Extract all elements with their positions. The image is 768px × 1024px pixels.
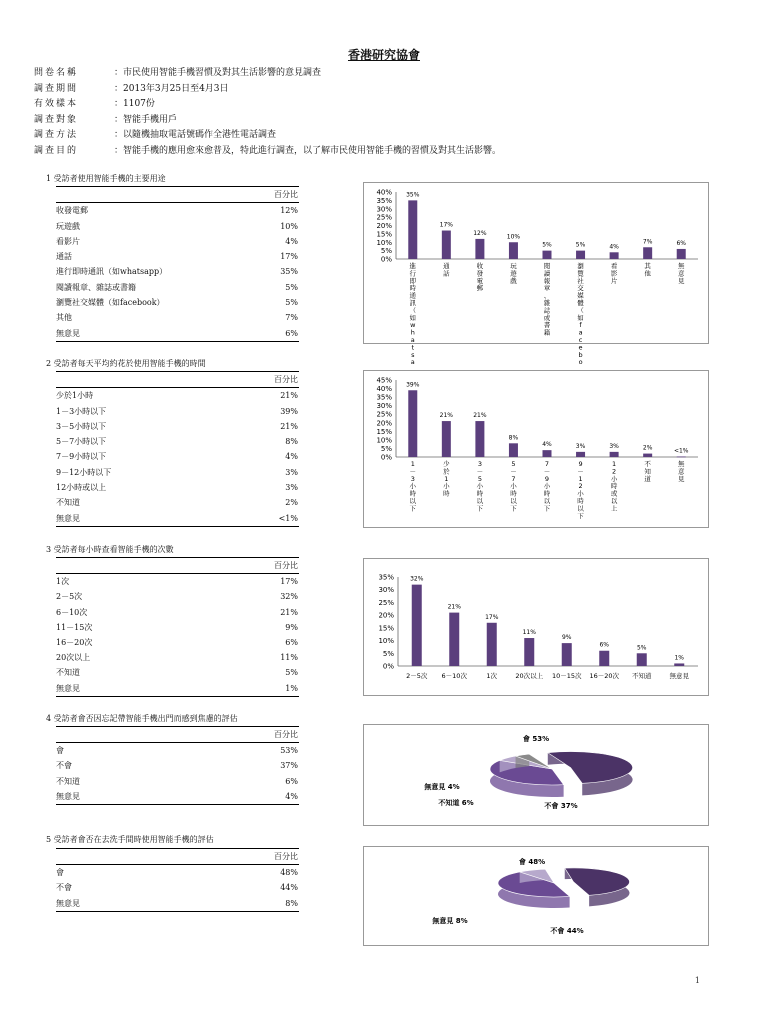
y-tick-label: 35% bbox=[376, 393, 392, 402]
category-label: 7 － 9 小時以下 bbox=[543, 460, 551, 513]
row-value: 8% bbox=[285, 898, 298, 908]
row-value: 37% bbox=[280, 761, 298, 771]
section-2-table bbox=[56, 371, 299, 527]
chart-1-box bbox=[363, 182, 709, 367]
table-row bbox=[56, 219, 299, 234]
y-tick-label: 15% bbox=[378, 624, 394, 633]
info-value: ：以隨機抽取電話號碼作全港性電話調查 bbox=[114, 130, 277, 140]
chart-bar bbox=[610, 452, 619, 457]
row-label: 無意見 bbox=[56, 683, 80, 693]
table-row bbox=[56, 326, 299, 342]
table-row bbox=[56, 280, 299, 295]
row-label: 通話 bbox=[56, 252, 72, 262]
table-row bbox=[56, 758, 299, 773]
row-value: 6% bbox=[285, 638, 298, 648]
table-row bbox=[56, 774, 299, 789]
table-row bbox=[56, 681, 299, 697]
row-label: 玩遊戲 bbox=[56, 221, 80, 231]
row-value: 21% bbox=[280, 391, 298, 401]
pct-header: 百分比 bbox=[56, 371, 299, 388]
y-tick-label: 45% bbox=[376, 376, 392, 385]
section-5-title: 5 受訪者會否在去洗手間時使用智能手機的評估 bbox=[46, 835, 214, 844]
chart-bar bbox=[543, 251, 552, 259]
chart-5-toilet-use-pie bbox=[364, 847, 708, 945]
chart-2-daily-time bbox=[364, 371, 708, 527]
data-label: 8% bbox=[508, 434, 519, 442]
row-value: <1% bbox=[278, 513, 298, 523]
row-value: 17% bbox=[280, 252, 298, 262]
info-row-period bbox=[34, 82, 501, 98]
category-label: 1次 bbox=[486, 672, 498, 680]
section-3-table bbox=[56, 557, 299, 697]
pie-label: 不會 44% bbox=[550, 927, 584, 935]
chart-bar bbox=[576, 251, 585, 259]
table-row bbox=[56, 650, 299, 665]
row-value: 48% bbox=[280, 868, 298, 878]
row-value: 39% bbox=[280, 406, 298, 416]
table-row bbox=[56, 234, 299, 249]
info-key: 調查對象 bbox=[34, 114, 79, 125]
table-row bbox=[56, 295, 299, 310]
row-value: 5% bbox=[285, 282, 298, 292]
chart-bar bbox=[442, 231, 451, 259]
table-row bbox=[56, 865, 299, 880]
pie-label: 不知道 6% bbox=[438, 799, 474, 807]
pct-header: 百分比 bbox=[56, 186, 299, 203]
section-4-title: 4 受訪者會否因忘記帶智能手機出門而感到焦慮的評估 bbox=[46, 714, 238, 723]
chart-1-usage bbox=[364, 183, 708, 367]
category-label: 無意見 bbox=[669, 672, 689, 680]
info-key: 調查方法 bbox=[34, 130, 79, 140]
row-label: 會 bbox=[56, 868, 64, 878]
row-label: 12小時或以上 bbox=[56, 483, 107, 493]
y-tick-label: 30% bbox=[376, 402, 392, 411]
chart-bar bbox=[677, 249, 686, 259]
data-label: 35% bbox=[406, 191, 420, 199]
y-tick-label: 35% bbox=[376, 196, 392, 205]
data-label: 6% bbox=[676, 239, 686, 247]
row-label: 6－10次 bbox=[56, 607, 88, 617]
category-label: 3 － 5 小時以下 bbox=[476, 460, 484, 513]
row-value: 32% bbox=[280, 592, 298, 602]
row-label: 1－3小時以下 bbox=[56, 406, 107, 416]
section-3-title: 3 受訪者每小時查看智能手機的次數 bbox=[46, 545, 174, 554]
pct-header: 百分比 bbox=[56, 726, 299, 743]
row-value: 6% bbox=[285, 776, 298, 786]
category-label: 瀏覽社交媒體（如 f a c e b o bbox=[577, 262, 584, 367]
page-title: 香港研究協會 bbox=[347, 48, 420, 62]
pie-label: 會 48% bbox=[518, 858, 546, 866]
table-row bbox=[56, 605, 299, 620]
category-label: 16－20次 bbox=[589, 672, 620, 680]
section-1-table bbox=[56, 186, 299, 342]
category-label: 1 － 3 小時以下 bbox=[409, 460, 417, 513]
table-row bbox=[56, 404, 299, 419]
category-label: 無意見 bbox=[677, 262, 685, 285]
table-row bbox=[56, 511, 299, 527]
chart-bar bbox=[674, 663, 684, 666]
data-label: 5% bbox=[636, 644, 647, 652]
page-number: 1 bbox=[694, 976, 700, 985]
info-value: ：1107份 bbox=[114, 99, 155, 109]
table-row bbox=[56, 388, 299, 403]
row-label: 進行即時通訊（如whatsapp） bbox=[56, 267, 168, 277]
chart-bar bbox=[475, 239, 484, 259]
data-label: 21% bbox=[439, 412, 454, 420]
data-label: 3% bbox=[575, 442, 586, 450]
row-label: 不會 bbox=[56, 761, 72, 771]
chart-2-box bbox=[363, 370, 709, 528]
category-label: 通話 bbox=[443, 262, 450, 278]
y-tick-label: 0% bbox=[380, 453, 392, 462]
y-tick-label: 5% bbox=[382, 649, 394, 658]
chart-bar bbox=[442, 421, 451, 457]
info-key: 調查期間 bbox=[34, 83, 79, 94]
data-label: 7% bbox=[642, 238, 653, 246]
table-row bbox=[56, 419, 299, 434]
row-label: 3－5小時以下 bbox=[56, 421, 107, 431]
y-tick-label: 20% bbox=[376, 419, 392, 428]
table-row bbox=[56, 743, 299, 758]
y-tick-label: 0% bbox=[382, 662, 394, 671]
row-label: 7－9小時以下 bbox=[56, 452, 107, 462]
y-tick-label: 25% bbox=[376, 213, 392, 222]
chart-3-box bbox=[363, 558, 709, 696]
chart-3-checks-per-hour bbox=[364, 559, 708, 695]
y-tick-label: 30% bbox=[376, 205, 392, 214]
pct-header: 百分比 bbox=[56, 557, 299, 574]
info-row-sample bbox=[34, 97, 501, 113]
chart-bar bbox=[543, 450, 552, 457]
row-label: 5－7小時以下 bbox=[56, 437, 107, 447]
row-value: 35% bbox=[280, 267, 298, 277]
category-label: 無意見 bbox=[677, 460, 685, 483]
row-value: 21% bbox=[280, 421, 298, 431]
y-tick-label: 20% bbox=[376, 222, 392, 230]
data-label: 4% bbox=[609, 243, 619, 251]
y-tick-label: 5% bbox=[380, 247, 392, 256]
table-row bbox=[56, 789, 299, 805]
data-label: 32% bbox=[410, 575, 424, 583]
row-value: 10% bbox=[280, 221, 298, 231]
chart-bar bbox=[509, 443, 518, 457]
table-row bbox=[56, 480, 299, 495]
table-row bbox=[56, 635, 299, 650]
y-tick-label: 15% bbox=[376, 230, 392, 239]
chart-bar bbox=[677, 456, 686, 457]
y-tick-label: 10% bbox=[378, 637, 394, 646]
section-1-title: 1 受訪者使用智能手機的主要用途 bbox=[46, 174, 166, 183]
row-value: 4% bbox=[285, 791, 298, 801]
info-value: ：智能手機用戶 bbox=[114, 114, 178, 125]
row-label: 20次以上 bbox=[56, 653, 91, 663]
data-label: 11% bbox=[522, 629, 536, 637]
survey-info bbox=[34, 66, 501, 159]
y-tick-label: 25% bbox=[378, 598, 394, 607]
category-label: 少於 1 小時 bbox=[443, 460, 450, 498]
table-row bbox=[56, 465, 299, 480]
chart-bar bbox=[576, 452, 585, 457]
table-row bbox=[56, 449, 299, 464]
row-value: 12% bbox=[280, 206, 298, 216]
category-label: 進行即時通訊（如 w h a t s a bbox=[409, 262, 417, 367]
info-row-purpose bbox=[34, 144, 501, 160]
row-value: 4% bbox=[285, 236, 298, 246]
row-label: 無意見 bbox=[56, 513, 80, 523]
row-value: 5% bbox=[285, 298, 298, 308]
info-row-target bbox=[34, 113, 501, 129]
row-label: 看影片 bbox=[56, 236, 80, 246]
y-tick-label: 35% bbox=[378, 573, 394, 582]
table-row bbox=[56, 434, 299, 449]
pie-label: 會 53% bbox=[522, 735, 550, 743]
category-label: 閱讀報章、雜誌或書籍 bbox=[543, 262, 551, 337]
data-label: 17% bbox=[439, 221, 454, 229]
y-tick-label: 30% bbox=[378, 586, 394, 595]
data-label: 21% bbox=[447, 603, 461, 611]
section-4-table bbox=[56, 726, 299, 805]
table-row bbox=[56, 310, 299, 325]
row-label: 2－5次 bbox=[56, 592, 83, 602]
info-value: ：智能手機的應用愈來愈普及，特此進行調查，以了解市民使用智能手機的習慣及對其生活影響。 bbox=[114, 145, 502, 156]
chart-bar bbox=[562, 643, 572, 666]
table-row bbox=[56, 574, 299, 589]
row-value: 4% bbox=[285, 452, 298, 462]
info-value: ：市民使用智能手機習慣及對其生活影響的意見調查 bbox=[114, 68, 322, 78]
row-value: 17% bbox=[280, 577, 298, 587]
y-tick-label: 15% bbox=[376, 427, 392, 436]
row-label: 閱讀報章、雜誌或書籍 bbox=[56, 282, 136, 292]
chart-4-anxiety-pie bbox=[364, 725, 708, 825]
y-tick-label: 5% bbox=[380, 444, 392, 453]
row-value: 1% bbox=[285, 683, 298, 693]
category-label: 2－5次 bbox=[406, 672, 428, 680]
chart-bar bbox=[599, 651, 609, 666]
pie-label: 無意見 8% bbox=[432, 917, 468, 925]
row-label: 16－20次 bbox=[56, 638, 93, 648]
data-label: 5% bbox=[575, 241, 586, 249]
table-row bbox=[56, 249, 299, 264]
row-label: 9－12小時以下 bbox=[56, 467, 112, 477]
row-label: 少於1小時 bbox=[56, 391, 94, 401]
info-row-questionnaire bbox=[34, 66, 501, 82]
row-label: 瀏覽社交媒體（如facebook） bbox=[56, 298, 165, 308]
row-label: 會 bbox=[56, 746, 64, 756]
table-row bbox=[56, 665, 299, 680]
chart-5-box bbox=[363, 846, 709, 946]
pct-header: 百分比 bbox=[56, 848, 299, 865]
y-tick-label: 40% bbox=[376, 188, 392, 197]
category-label: 5 － 7 小時以下 bbox=[510, 460, 517, 513]
row-label: 不會 bbox=[56, 883, 72, 893]
table-row bbox=[56, 495, 299, 510]
row-label: 不知道 bbox=[56, 498, 80, 508]
y-tick-label: 0% bbox=[380, 255, 392, 264]
chart-bar bbox=[643, 247, 652, 259]
row-value: 8% bbox=[285, 437, 298, 447]
chart-bar bbox=[637, 653, 647, 666]
data-label: 10% bbox=[506, 233, 521, 241]
chart-bar bbox=[449, 613, 459, 666]
category-label: 玩遊戲 bbox=[510, 262, 517, 285]
y-tick-label: 40% bbox=[376, 385, 392, 394]
y-tick-label: 20% bbox=[378, 611, 394, 620]
chart-bar bbox=[610, 252, 619, 259]
data-label: 17% bbox=[485, 613, 499, 621]
data-label: <1% bbox=[673, 447, 689, 455]
row-value: 44% bbox=[280, 883, 298, 893]
data-label: 39% bbox=[406, 381, 420, 389]
row-label: 無意見 bbox=[56, 898, 80, 908]
category-label: 1 2 小時或以上 bbox=[610, 460, 618, 513]
chart-bar bbox=[475, 421, 484, 457]
data-label: 21% bbox=[473, 412, 487, 420]
category-label: 6－10次 bbox=[441, 672, 467, 680]
row-value: 3% bbox=[285, 483, 298, 493]
category-label: 20次以上 bbox=[515, 672, 544, 680]
row-value: 53% bbox=[280, 746, 298, 756]
chart-bar bbox=[487, 623, 497, 666]
category-label: 不知道 bbox=[632, 672, 652, 680]
category-label: 其他 bbox=[644, 262, 651, 278]
row-label: 1次 bbox=[56, 577, 70, 587]
pie-label: 無意見 4% bbox=[424, 783, 460, 791]
row-value: 5% bbox=[285, 668, 298, 678]
table-row bbox=[56, 896, 299, 912]
category-label: 10－15次 bbox=[551, 672, 582, 680]
category-label: 不知道 bbox=[644, 460, 651, 483]
y-tick-label: 10% bbox=[376, 238, 392, 247]
row-value: 6% bbox=[285, 328, 298, 338]
row-value: 11% bbox=[280, 653, 298, 663]
info-key: 調查目的 bbox=[34, 145, 79, 156]
table-row bbox=[56, 620, 299, 635]
data-label: 6% bbox=[599, 641, 610, 649]
data-label: 1% bbox=[674, 654, 685, 662]
info-key: 問卷名稱 bbox=[34, 68, 79, 78]
chart-bar bbox=[408, 390, 417, 457]
chart-bar bbox=[524, 638, 534, 666]
chart-bar bbox=[412, 585, 422, 666]
section-5-table bbox=[56, 848, 299, 912]
chart-bar bbox=[408, 200, 417, 259]
table-row bbox=[56, 264, 299, 279]
data-label: 12% bbox=[473, 229, 487, 237]
chart-bar bbox=[643, 454, 652, 457]
table-row bbox=[56, 203, 299, 218]
row-label: 無意見 bbox=[56, 328, 80, 338]
pie-label: 不會 37% bbox=[544, 802, 578, 810]
row-label: 收發電郵 bbox=[56, 206, 88, 216]
row-label: 不知道 bbox=[56, 776, 80, 786]
info-key: 有效樣本 bbox=[34, 99, 79, 109]
y-tick-label: 25% bbox=[376, 410, 392, 419]
row-label: 其他 bbox=[56, 313, 72, 323]
row-label: 不知道 bbox=[56, 668, 80, 678]
section-2-title: 2 受訪者每天平均約花於使用智能手機的時間 bbox=[46, 359, 206, 368]
chart-bar bbox=[509, 242, 518, 259]
data-label: 2% bbox=[642, 444, 653, 452]
row-value: 2% bbox=[285, 498, 298, 508]
info-row-method bbox=[34, 128, 501, 144]
category-label: 收發電郵 bbox=[476, 262, 484, 293]
row-value: 9% bbox=[285, 622, 298, 632]
info-value: ：2013年3月25日至4月3日 bbox=[114, 83, 229, 94]
row-label: 11－15次 bbox=[56, 622, 93, 632]
data-label: 9% bbox=[561, 634, 572, 642]
y-tick-label: 10% bbox=[376, 436, 392, 445]
table-row bbox=[56, 589, 299, 604]
table-row bbox=[56, 880, 299, 895]
data-label: 3% bbox=[609, 442, 619, 450]
chart-4-box bbox=[363, 724, 709, 826]
row-label: 無意見 bbox=[56, 791, 80, 801]
data-label: 4% bbox=[542, 441, 552, 449]
data-label: 5% bbox=[542, 241, 552, 249]
row-value: 21% bbox=[280, 607, 298, 617]
category-label: 9 － 1 2 小時以下 bbox=[577, 460, 584, 520]
row-value: 3% bbox=[285, 467, 298, 477]
category-label: 看影片 bbox=[610, 262, 618, 285]
row-value: 7% bbox=[285, 313, 298, 323]
